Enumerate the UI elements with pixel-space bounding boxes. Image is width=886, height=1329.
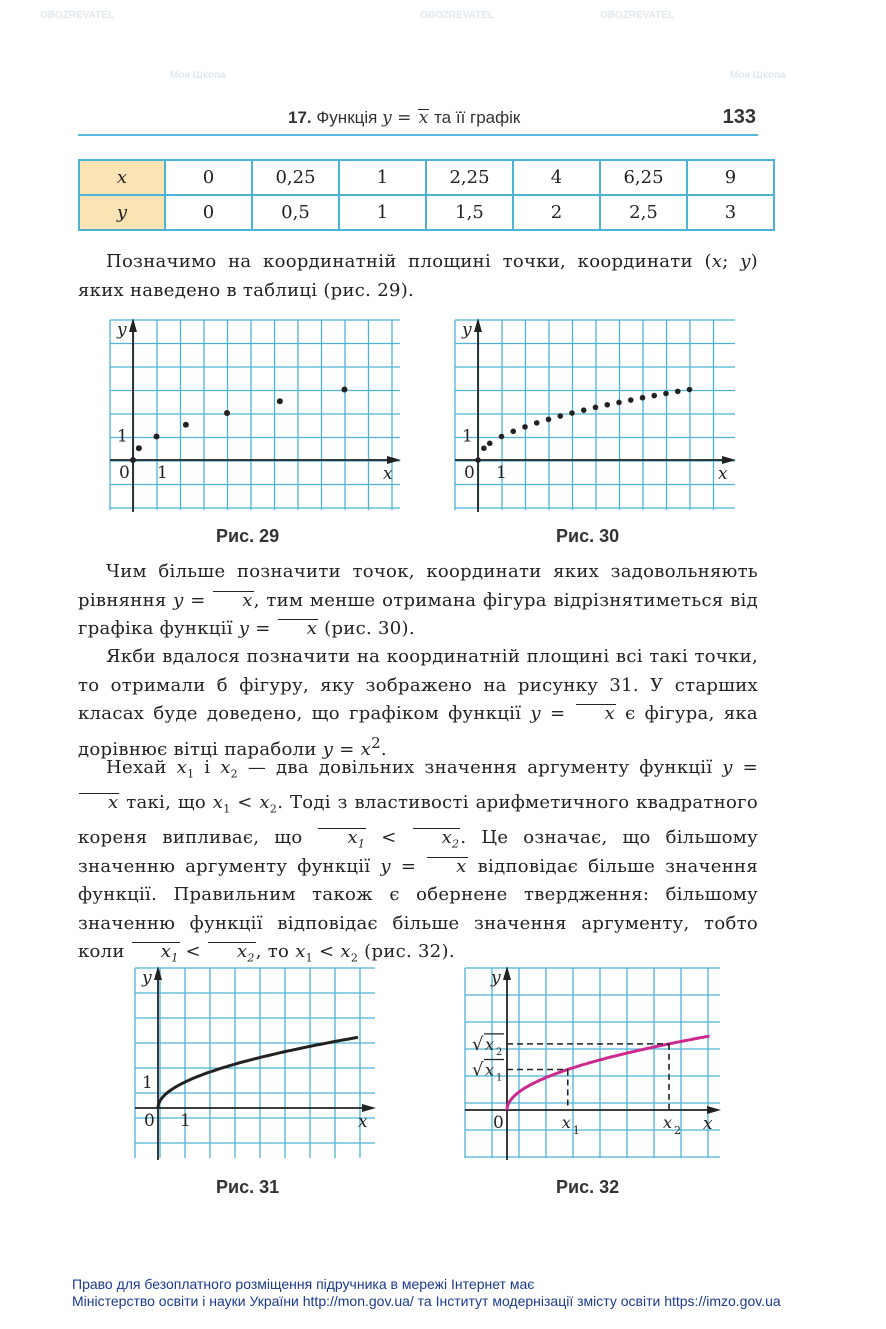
data-point	[183, 422, 189, 428]
data-point	[475, 457, 481, 463]
data-point	[522, 424, 528, 430]
paragraph-4	[78, 754, 758, 973]
formula: y =	[173, 589, 213, 611]
footer-line-2: Міністерство освіти і науки України http://mon.gov.ua/ та Інститут модернізації змісту освіти https://imzo.gov.ua	[72, 1293, 781, 1309]
watermark: OBOZREVATEL	[420, 10, 495, 21]
tick-label: 1	[496, 463, 507, 483]
x-axis-label: x	[383, 464, 393, 484]
var: x	[259, 792, 270, 814]
table-cell: 2,25	[426, 160, 513, 195]
superscript: 2	[371, 733, 381, 752]
subscript: 1	[357, 837, 366, 851]
var: x	[347, 827, 358, 849]
text: такі, що	[119, 792, 213, 814]
tick-label: 1	[142, 1073, 153, 1093]
sqrt-sign: √	[472, 1059, 484, 1081]
subscript: 2	[230, 767, 238, 781]
subscript: 2	[452, 837, 460, 851]
table-header-y: y	[79, 195, 165, 230]
sqrt: x	[576, 704, 616, 723]
var: x	[236, 941, 248, 963]
figure-31-caption: Рис. 31	[216, 1177, 280, 1197]
table-cell: 1	[339, 160, 426, 195]
table-cell: 2	[513, 195, 600, 230]
text: <	[230, 792, 260, 814]
table-cell: 0,25	[252, 160, 339, 195]
x-marker-subscript: 1	[572, 1124, 580, 1137]
origin-label: 0	[144, 1111, 155, 1131]
data-point	[675, 389, 681, 395]
title-sqrt: x	[418, 108, 429, 128]
y-marker-subscript: 1	[496, 1072, 503, 1084]
data-point	[593, 405, 599, 411]
origin-label: 0	[493, 1113, 504, 1133]
formula: y =	[380, 855, 427, 877]
paragraph-2	[78, 558, 758, 644]
figure-30-caption: Рис. 30	[556, 526, 620, 546]
var: x	[176, 757, 188, 778]
table-cell: 2,5	[600, 195, 687, 230]
x-marker-label: x	[663, 1113, 673, 1132]
var: y	[740, 251, 751, 272]
data-point	[130, 457, 136, 463]
footer	[72, 1276, 832, 1310]
paragraph-1	[78, 248, 758, 305]
table-cell: 9	[687, 160, 774, 195]
sqrt-curve	[507, 1036, 710, 1110]
data-point	[224, 410, 230, 416]
text: <	[366, 827, 412, 849]
data-point	[663, 391, 669, 397]
text: .	[380, 738, 387, 760]
subscript: 2	[247, 951, 255, 965]
tick-label: 1	[117, 426, 128, 447]
data-point	[487, 441, 493, 447]
data-point	[510, 429, 516, 435]
x-axis-label: x	[703, 1114, 713, 1134]
text: <	[312, 941, 341, 963]
x-axis-label: x	[718, 464, 728, 484]
paragraph-3	[78, 643, 758, 764]
data-point	[651, 393, 657, 399]
text: (рис. 30).	[318, 618, 415, 639]
y-marker-label: x	[485, 1034, 495, 1054]
data-point	[557, 413, 563, 419]
text: (рис. 32).	[358, 941, 455, 963]
subscript: 1	[171, 951, 179, 965]
sqrt	[208, 942, 256, 964]
text: Позначимо на координатній площині точки, координати (	[106, 251, 712, 272]
subscript: 1	[305, 951, 313, 965]
sqrt	[318, 828, 366, 850]
x-axis-arrow	[722, 456, 736, 464]
data-point	[277, 398, 283, 404]
data-point	[499, 434, 505, 440]
text: <	[179, 941, 207, 963]
tick-label: 1	[462, 426, 473, 447]
sqrt-curve	[158, 1037, 358, 1108]
text: ) яких наведено в таблиці (рис. 29).	[78, 251, 758, 301]
tick-label: 1	[157, 463, 168, 483]
y-axis-label: y	[117, 320, 127, 340]
table-cell: 0,5	[252, 195, 339, 230]
var: x	[441, 827, 453, 849]
text: Чим більше позначити точок, координати яких задовольняють рівняння	[78, 561, 758, 611]
subscript: 2	[269, 802, 278, 816]
var: x	[160, 941, 172, 963]
x-axis-arrow	[707, 1106, 721, 1114]
x-axis-arrow	[362, 1104, 376, 1112]
sqrt: x	[79, 793, 119, 812]
sqrt: x	[213, 591, 253, 610]
table-row-x	[79, 160, 774, 195]
sqrt	[413, 828, 461, 850]
section-number: 17.	[288, 108, 312, 127]
values-table	[78, 159, 775, 231]
var: x	[340, 941, 351, 963]
y-axis-label: y	[462, 320, 472, 340]
tick-label: 1	[180, 1111, 191, 1131]
data-point	[604, 402, 610, 408]
subscript: 1	[223, 802, 231, 816]
data-point	[342, 387, 348, 393]
text: Нехай	[106, 757, 177, 778]
table-cell: 1	[339, 195, 426, 230]
table-cell: 0	[165, 195, 252, 230]
var: x	[220, 757, 231, 778]
data-point	[628, 397, 634, 403]
formula: y =	[238, 618, 277, 639]
var: x	[711, 251, 723, 272]
data-point	[640, 395, 646, 401]
text: і	[194, 757, 221, 778]
text: . Тоді з властивості арифметичного квадратного кореня випливає, що	[78, 792, 758, 849]
data-point	[154, 434, 160, 440]
data-point	[481, 445, 487, 451]
figure-32	[460, 963, 725, 1163]
y-axis-label: y	[142, 968, 152, 988]
subscript: 1	[187, 767, 195, 781]
title-prefix: Функція	[316, 108, 378, 127]
watermark: Моя Школа	[730, 70, 786, 81]
figure-30	[450, 315, 740, 515]
text: Якби вдалося позначити на координатній площині всі такі точки, то отримали б фігуру, яку зображено на рисунку 31. У старших класах буде доведено, що графіком функції	[78, 646, 758, 724]
data-point	[136, 445, 142, 451]
var: x	[212, 792, 224, 814]
data-point	[569, 410, 575, 416]
watermark: Моя Школа	[170, 70, 226, 81]
watermark: OBOZREVATEL	[40, 10, 115, 21]
text: ;	[722, 251, 741, 272]
text: , то	[255, 941, 296, 963]
formula: y =	[530, 703, 575, 724]
footer-line-1: Право для безоплатного розміщення підручника в мережі Інтернет має	[72, 1276, 535, 1292]
sqrt: x	[427, 857, 467, 876]
x-marker-subscript: 2	[674, 1124, 681, 1137]
x-axis-label: x	[358, 1112, 368, 1132]
text: відповідає більше значення функції. Правильним також є обернене твердження: більшому значенню функції відповідає більше значення аргументу, тобто коли	[78, 855, 758, 963]
title-eq: y =	[382, 108, 417, 128]
data-point	[534, 420, 540, 426]
data-point	[687, 387, 693, 393]
text: , тим менше отримана фігура відрізнятиметься від графіка функції	[78, 589, 758, 639]
y-marker-label: x	[485, 1060, 495, 1080]
sqrt: x	[278, 619, 318, 638]
text: — два довільних значення аргументу функції	[237, 757, 723, 778]
table-cell: 3	[687, 195, 774, 230]
table-cell: 4	[513, 160, 600, 195]
figure-29	[105, 315, 405, 515]
origin-label: 0	[119, 463, 130, 483]
page-number: 133	[722, 106, 756, 128]
origin-label: 0	[464, 463, 475, 483]
formula: y =	[722, 757, 758, 778]
watermark: OBOZREVATEL	[600, 10, 675, 21]
table-cell: 1,5	[426, 195, 513, 230]
figure-31	[130, 963, 380, 1163]
table-row-y	[79, 195, 774, 230]
x-marker-label: x	[561, 1113, 571, 1132]
text: . Це означає, що більшому значенню аргументу функції	[78, 827, 758, 877]
figure-32-caption: Рис. 32	[556, 1177, 620, 1197]
y-axis-label: y	[491, 968, 501, 988]
figure-29-caption: Рис. 29	[216, 526, 280, 546]
table-cell: 6,25	[600, 160, 687, 195]
text: є фігура, яка дорівнює вітці параболи	[78, 703, 758, 760]
title-suffix: та її графік	[434, 108, 521, 127]
page-header	[78, 104, 758, 136]
section-title	[288, 108, 520, 128]
table-cell: 0	[165, 160, 252, 195]
subscript: 2	[350, 951, 359, 965]
sqrt	[132, 942, 180, 964]
data-point	[616, 400, 622, 406]
formula: y = x	[322, 738, 372, 760]
sqrt-sign: √	[472, 1033, 484, 1055]
x-axis-arrow	[387, 456, 401, 464]
var: x	[295, 941, 306, 963]
y-marker-subscript: 2	[496, 1046, 503, 1058]
data-point	[581, 407, 587, 413]
data-point	[546, 417, 552, 423]
table-header-x: x	[79, 160, 165, 195]
